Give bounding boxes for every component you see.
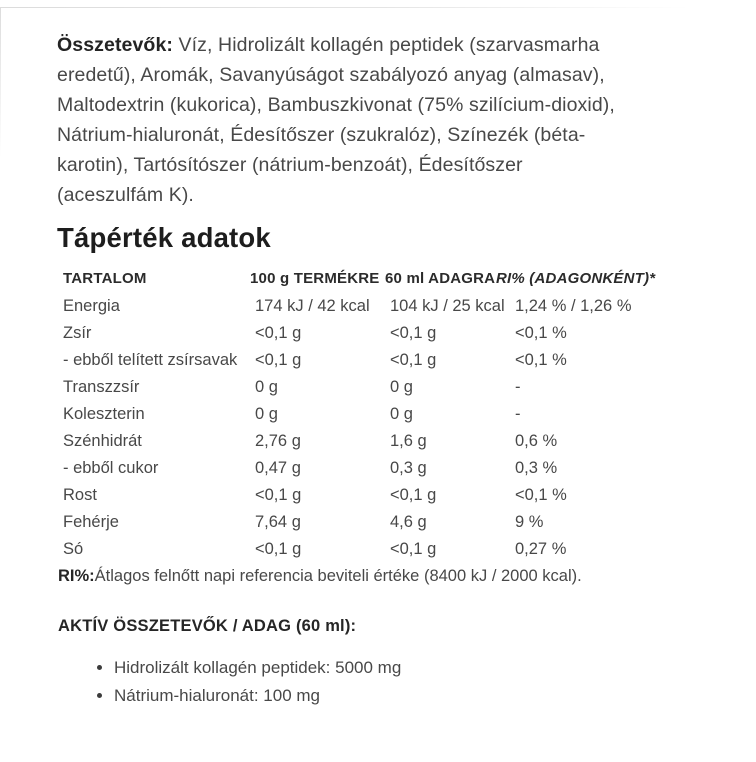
cell-per-100g: 0 g	[255, 405, 278, 423]
table-row	[63, 509, 708, 536]
cell-per-60ml: 4,6 g	[390, 513, 427, 531]
cell-nutrient-name: Rost	[63, 486, 97, 504]
panel-top-border	[0, 7, 690, 8]
nutrition-table	[63, 270, 708, 563]
cell-per-60ml: 0 g	[390, 378, 413, 396]
cell-per-100g: 7,64 g	[255, 513, 301, 531]
cell-ri-percent: <0,1 %	[515, 486, 567, 504]
ingredients-text: eredetű), Aromák, Savanyúságot szabályozó anyag (almasav),	[57, 64, 605, 86]
active-ingredient-item: Hidrolizált kollagén peptidek: 5000 mg	[114, 658, 708, 677]
header-per-60ml: 60 ml ADAGRA	[385, 270, 496, 287]
table-row	[63, 320, 708, 347]
ingredients-line	[57, 150, 708, 180]
cell-nutrient-name: Só	[63, 540, 84, 558]
cell-ri-percent: 1,24 % / 1,26 %	[515, 297, 632, 315]
ingredients-paragraph	[57, 30, 708, 210]
nutrition-table-header-row	[63, 270, 708, 290]
nutrition-table-body	[63, 293, 708, 563]
header-ri-percent: RI% (ADAGONKÉNT)*	[496, 270, 656, 287]
panel-left-border	[0, 7, 1, 157]
table-row	[63, 401, 708, 428]
cell-per-60ml: <0,1 g	[390, 351, 437, 369]
table-row	[63, 428, 708, 455]
ri-footnote-text: Átlagos felnőtt napi referencia beviteli értéke (8400 kJ / 2000 kcal).	[94, 567, 582, 585]
cell-per-100g: 0,47 g	[255, 459, 301, 477]
ingredients-text: (aceszulfám K).	[57, 184, 194, 206]
cell-nutrient-name: Fehérje	[63, 513, 119, 531]
cell-per-100g: <0,1 g	[255, 351, 302, 369]
ingredients-text: Víz, Hidrolizált kollagén peptidek (szarvasmarha	[173, 34, 600, 56]
cell-ri-percent: -	[515, 405, 521, 423]
cell-per-60ml: 0,3 g	[390, 459, 427, 477]
cell-per-60ml: 0 g	[390, 405, 413, 423]
cell-ri-percent: 0,27 %	[515, 540, 567, 558]
cell-nutrient-name: - ebből telített zsírsavak	[63, 351, 238, 369]
cell-ri-percent: <0,1 %	[515, 324, 567, 342]
cell-nutrient-name: Energia	[63, 297, 120, 315]
ri-footnote	[58, 563, 708, 590]
ingredients-text: Nátrium-hialuronát, Édesítőszer (szukralóz), Színezék (béta-	[57, 124, 586, 146]
cell-ri-percent: 9 %	[515, 513, 544, 531]
cell-ri-percent: <0,1 %	[515, 351, 567, 369]
cell-nutrient-name: Zsír	[63, 324, 92, 342]
table-row	[63, 374, 708, 401]
header-per-100g: 100 g TERMÉKRE	[250, 270, 380, 287]
cell-per-100g: <0,1 g	[255, 324, 302, 342]
cell-per-60ml: <0,1 g	[390, 540, 437, 558]
cell-per-60ml: 104 kJ / 25 kcal	[390, 297, 505, 315]
table-row	[63, 347, 708, 374]
ingredients-line	[57, 60, 708, 90]
ingredients-label: Összetevők:	[57, 34, 173, 56]
cell-ri-percent: 0,6 %	[515, 432, 558, 450]
cell-per-100g: <0,1 g	[255, 540, 302, 558]
active-ingredient-item: Nátrium-hialuronát: 100 mg	[114, 686, 708, 705]
cell-nutrient-name: Koleszterin	[63, 405, 145, 423]
cell-per-100g: 0 g	[255, 378, 278, 396]
cell-ri-percent: 0,3 %	[515, 459, 558, 477]
cell-nutrient-name: Szénhidrát	[63, 432, 142, 450]
table-row	[63, 482, 708, 509]
cell-per-60ml: <0,1 g	[390, 324, 437, 342]
nutrition-facts-title: Tápérték adatok	[57, 222, 271, 253]
cell-per-60ml: 1,6 g	[390, 432, 427, 450]
ingredients-line	[57, 90, 708, 120]
cell-per-100g: 2,76 g	[255, 432, 301, 450]
ri-footnote-label: RI%:	[58, 567, 95, 585]
table-row	[63, 455, 708, 482]
ingredients-text: karotin), Tartósítószer (nátrium-benzoát), Édesítőszer	[57, 154, 523, 176]
table-row	[63, 536, 708, 563]
cell-nutrient-name: Transzzsír	[63, 378, 140, 396]
table-row	[63, 293, 708, 320]
cell-nutrient-name: - ebből cukor	[63, 459, 159, 477]
cell-ri-percent: -	[515, 378, 521, 396]
cell-per-60ml: <0,1 g	[390, 486, 437, 504]
cell-per-100g: <0,1 g	[255, 486, 302, 504]
cell-per-100g: 174 kJ / 42 kcal	[255, 297, 370, 315]
header-content: TARTALOM	[63, 270, 147, 287]
active-ingredients-title: AKTÍV ÖSSZETEVŐK / ADAG (60 ml):	[58, 617, 357, 635]
ingredients-line	[57, 30, 708, 60]
ingredients-text: Maltodextrin (kukorica), Bambuszkivonat (75% szilícium-dioxid),	[57, 94, 615, 116]
ingredients-line	[57, 120, 708, 150]
active-ingredients-list	[57, 658, 708, 705]
ingredients-line	[57, 180, 708, 210]
